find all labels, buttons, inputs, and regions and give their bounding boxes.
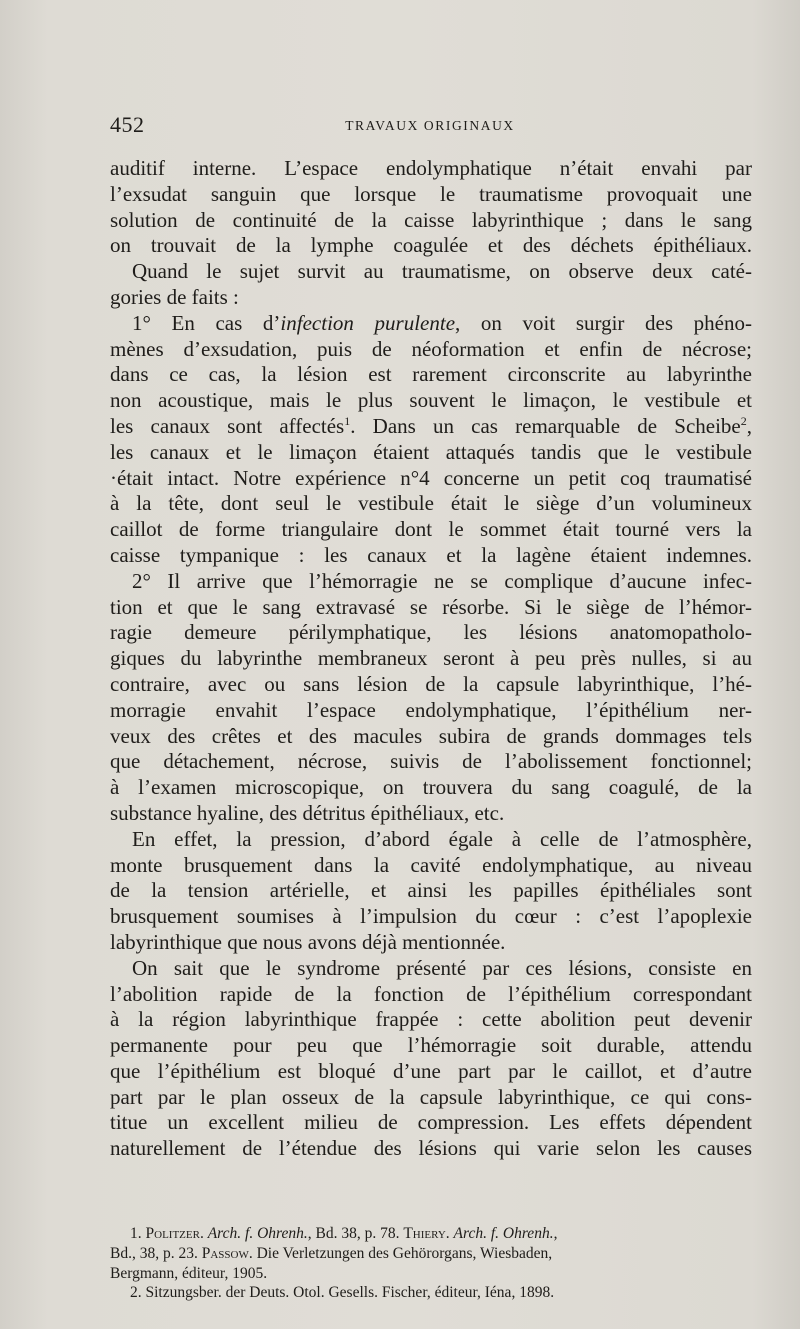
text-run: . Die Verletzungen des Gehörorgans, Wiesbaden,	[248, 1244, 553, 1262]
footnote-1-cont: Bergmann, éditeur, 1905.	[110, 1264, 268, 1282]
footnote-ref: 1	[344, 413, 351, 428]
body-text	[110, 156, 752, 1162]
text-line: permanente pour peu que l’hémorragie soit durable, attendu	[110, 1033, 752, 1058]
footnote-number: 1.	[130, 1225, 146, 1242]
footnote-ref: 2	[740, 413, 747, 428]
text-run: ,	[553, 1225, 558, 1242]
text-line: caisse tympanique : les canaux et la lagène étaient indemnes.	[110, 542, 752, 567]
text-line: Quand le sujet survit au traumatisme, on observe deux caté-	[132, 259, 752, 284]
author-name: Passow	[201, 1244, 249, 1262]
text-line: naturellement de l’étendue des lésions qui varie selon les causes	[110, 1136, 752, 1161]
text-run: 1° En cas d’	[132, 310, 281, 335]
text-line: auditif interne. L’espace endolymphatique n’était envahi par	[110, 156, 752, 180]
text-line: brusquement soumises à l’impulsion du cœur : c’est l’apoplexie	[110, 904, 752, 929]
text-line: à la région labyrinthique frappée : cette abolition peut devenir	[110, 1007, 752, 1032]
text-line: morragie envahit l’espace endolymphatique, l’épithélium ner-	[110, 697, 752, 722]
text-run: . Dans un cas remarquable de Scheibe	[350, 413, 741, 438]
text-line: l’exsudat sanguin que lorsque le traumatisme provoquait une	[110, 181, 752, 206]
page-number: 452	[110, 112, 145, 137]
text-line: solution de continuité de la caisse labyrinthique ; dans le sang	[110, 207, 752, 232]
text-line: labyrinthique que nous avons déjà mentionnée.	[110, 929, 506, 954]
text-line: que détachement, nécrose, suivis de l’abolissement fonctionnel;	[110, 749, 752, 774]
text-run: ,	[746, 413, 752, 438]
text-line: caillot de forme triangulaire dont le sommet était tourné vers la	[110, 517, 752, 542]
text-run: , Bd. 38, p. 78.	[307, 1225, 404, 1242]
text-line: tion et que le sang extravasé se résorbe. Si le siège de l’hémor-	[110, 594, 752, 619]
text-run: les canaux sont affectés	[110, 413, 345, 438]
text-line: giques du labyrinthe membraneux seront à peu près nulles, si au	[110, 646, 752, 671]
running-head: TRAVAUX ORIGINAUX	[345, 118, 515, 133]
text-line: dans ce cas, la lésion est rarement circonscrite au labyrinthe	[110, 362, 752, 387]
text-line: on trouvait de la lymphe coagulée et des déchets épithéliaux.	[110, 233, 752, 258]
footnote-2: 2. Sitzungsber. der Deuts. Otol. Gesells. Fischer, éditeur, Iéna, 1898.	[130, 1284, 555, 1302]
journal-title: Arch. f. Ohrenh.	[453, 1225, 554, 1242]
text-line	[110, 414, 752, 440]
text-line: veux des crêtes et des macules subira de grands dommages tels	[110, 723, 752, 748]
text-line: monte brusquement dans la cavité endolymphatique, au niveau	[110, 852, 752, 877]
text-line: à l’examen microscopique, on trouvera du sang coagulé, de la	[110, 775, 752, 800]
text-line: gories de faits :	[110, 284, 239, 309]
text-line: non acoustique, mais le plus souvent le limaçon, le vestibule et	[110, 388, 752, 413]
text-run: .	[199, 1225, 208, 1242]
text-run: Bd., 38, p. 23.	[110, 1244, 202, 1262]
text-line: ragie demeure périlymphatique, les lésions anatomopatholo-	[110, 620, 752, 645]
text-line: On sait que le syndrome présenté par ces lésions, consiste en	[132, 955, 752, 980]
text-line: de la tension artérielle, et ainsi les papilles épithéliales sont	[110, 878, 752, 903]
text-line: 2° Il arrive que l’hémorragie ne se complique d’aucune infec-	[132, 568, 752, 593]
text-line: que l’épithélium est bloqué d’une part par le caillot, et d’autre	[110, 1058, 752, 1083]
italic-term: infection purulente	[280, 310, 456, 335]
text-line: ·était intact. Notre expérience n°4 concerne un petit coq traumatisé	[110, 465, 752, 490]
text-line: substance hyaline, des détritus épithéliaux, etc.	[110, 800, 505, 825]
author-name: Thiery	[403, 1225, 446, 1242]
text-line: En effet, la pression, d’abord égale à celle de l’atmosphère,	[132, 826, 752, 851]
text-line: contraire, avec ou sans lésion de la capsule labyrinthique, l’hé-	[110, 671, 752, 696]
text-line: les canaux et le limaçon étaient attaqués tandis que le vestibule	[110, 439, 752, 464]
text-line	[110, 311, 752, 337]
text-line: titue un excellent milieu de compression. Les effets dépendent	[110, 1110, 752, 1135]
text-line: mènes d’exsudation, puis de néoformation et enfin de nécrose;	[110, 336, 752, 361]
footnote-1	[110, 1224, 750, 1244]
footnote-1-cont	[110, 1244, 750, 1264]
text-run: .	[445, 1225, 454, 1242]
author-name: Politzer	[145, 1225, 200, 1242]
text-run: , on voit surgir des phéno-	[455, 310, 752, 335]
journal-title: Arch. f. Ohrenh.	[207, 1225, 308, 1242]
text-line: à la tête, dont seul le vestibule était le siège d’un volumineux	[110, 491, 752, 516]
text-line: part par le plan osseux de la capsule labyrinthique, ce qui cons-	[110, 1084, 752, 1109]
text-line: l’abolition rapide de la fonction de l’épithélium correspondant	[110, 981, 752, 1006]
footnotes	[110, 1224, 750, 1303]
